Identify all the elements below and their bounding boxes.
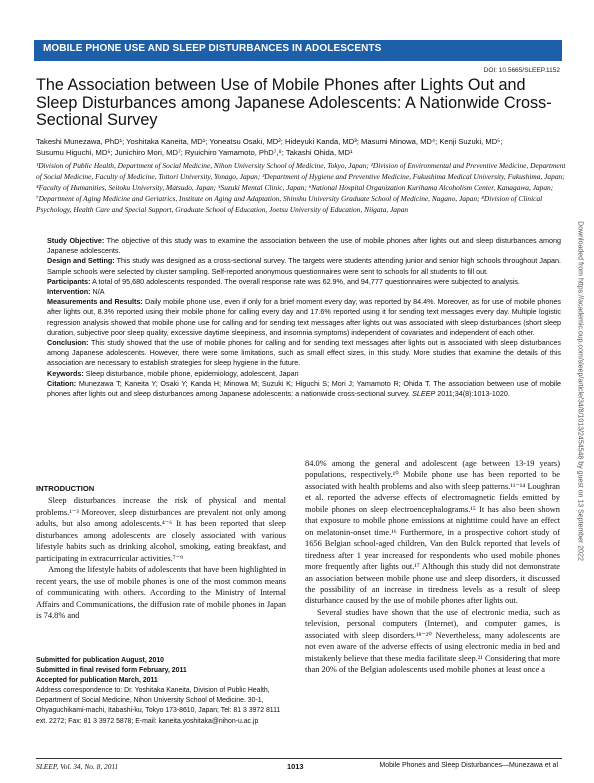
author-line-2: Susumu Higuchi, MD⁶; Junichiro Mori, MD⁷; Ryuichiro Yamamoto, PhD⁷,⁸; Takashi Ohida, MD¹ [36,148,353,158]
participants-text: A total of 95,680 adolescents responded. The overall response rate was 62.9%, and 94,777 questionnaires were subjected to analysis. [92,276,520,286]
results-text: Daily mobile phone use, even if only for a brief moment every day, was reported by 84.4%. Moreover, as for use of mobile phones after lights out, 8.3% reported using their mobile phone for calling every day and 17.6% reported using it for sending text messages every day. Multiple logistic regression analysis showed that mobile phone use for calling and for sending text messages after lights out was associated with sleep disturbances (short sleep duration, subjective poor sleep quality, excessive daytime sleepiness, and insomnia symptoms) independent of covariates and independent of each other. [47,297,562,337]
design-label: Design and Setting: [47,256,115,266]
abstract-citation [47,379,561,399]
journal-info: SLEEP, Vol. 34, No. 8, 2011 [36,762,119,771]
intro-paragraph-2: Among the lifestyle habits of adolescents that have been highlighted in recent years, the use of mobile phones is one of the most common means of communicating with others. According to the Ministry of Internal Affairs and Communications, the diffusion rate of mobile phones in Japan is 74.8% and [36,565,286,620]
section-banner-label: MOBILE PHONE USE AND SLEEP DISTURBANCES IN ADOLESCENTS [43,43,382,54]
conclusion-label: Conclusion: [47,338,89,348]
running-title: Mobile Phones and Sleep Disturbances—Munezawa et al [379,762,558,769]
right-paragraph-1: 84.0% among the general and adolescent (age between 13-19 years) populations, respectively.¹⁰ Mobile phone use has been reported to be associated with health problems and also with sleep patterns.¹¹⁻¹⁴ Loughran et al. reported the adverse effects of electromagnetic fields emitted by mobile phones on sleep electroencephalograms.¹⁵ It has also been shown that exposure to mobile phone emissions at nighttime could have an effect on melatonin-onset time.¹⁶ Furthermore, in a prospective cohort study of 1656 Belgian school-aged children, Van den Bulck reported that levels of tiredness after 1 year increased for respondents who used mobile phones more frequently after lights out.¹⁷ Although this study did not demonstrate an association between mobile phone use and sleep disorders, it discussed the possibility of an increase in tiredness levels as a result of sleep disturbance caused by the use of mobile phones after lights out. [305,459,560,606]
citation-text: Munezawa T; Kaneita Y; Osaki Y; Kanda H; Minowa M; Suzuki K; Higuchi S; Mori J; Yamamoto R; Ohida T. The association between use of mobile phones after lights out and sleep disturbances among Japanese adolescents: a nationwide cross-sectional survey. [47,378,562,399]
correspondence-address: Address correspondence to: Dr. Yoshitaka Kaneita, Division of Public Health, Department of Social Medicine, Nihon University School of Medicine. 30-1, Ohyaguchikami-machi, Itabashi-ku, Tokyo 173-8610, Japan; Tel: 81 3 3972 8111 ext. 2272; Fax: 81 3 3972 5878; E-mail: kaneita.yoshitaka@nihon-u.ac.jp [36,687,281,725]
intervention-label: Intervention: [47,287,91,297]
right-paragraph-2: Several studies have shown that the use of electronic media, such as television, personal computers (Internet), and computer games, is associated with sleep disorders.¹⁸⁻²⁰ Nevertheless, many adolescents are not even aware of the adverse effects of using electronic media in bed and mistakenly believe that these media facilitate sleep.²¹ Considering that more than 20% of the Belgian adolescents used mobile phones at least once a [305,607,560,675]
conclusion-text: This study showed that the use of mobile phones for calling and for sending text messages after lights out is associated with sleep disturbances among Japanese adolescents. However, there were some limitations, such as small effect sizes, in this study. More studies that examine the details of this association are necessary to establish strategies for sleep hygiene in the future. [47,338,561,368]
doi-label[interactable]: DOI: 10.5665/SLEEP.1152 [483,67,560,74]
submission-info [36,656,286,727]
abstract-design [47,256,561,276]
affiliations: ¹Division of Public Health, Department of Social Medicine, Nihon University School of Medicine, Tokyo, Japan; ²Division of Environmental and Preventive Medicine, Department of Social Medicine, Faculty of Medicine, Tottori University, Yonago, Japan; ³Department of Hygiene and Preventive Medicine, Fukushima Medical University, Fukushima, Japan; ⁴Faculty of Humanities, Seitoku University, Matsudo, Japan; ⁵Suzuki Mental Clinic, Japan; ⁶National Hospital Organization Kurihama Alcoholism Center, Kanagawa, Japan; ⁷Department of Aging Medicine and Geriatrics, Institute on Aging and Adaptation, Shinshu University Graduate School of Medicine, Nagano, Japan; ⁸Division of Clinical Psychology, Health Care and Special Support, Graduate School of Education, Joetsu University of Education, Niigata, Japan [36,161,566,214]
intervention-text: N/A [92,287,105,297]
left-column [36,483,286,621]
introduction-heading: INTRODUCTION [36,484,95,493]
author-list [36,136,566,159]
keywords-text: Sleep disturbance, mobile phone, epidemiology, adolescent, Japan [85,368,299,378]
page-number: 1013 [287,762,304,771]
revised-date: Submitted in final revised form February, 2011 [36,667,187,675]
submitted-date: Submitted for publication August, 2010 [36,657,164,664]
keywords-label: Keywords: [47,368,84,378]
design-text: This study was designed as a cross-sectional survey. The targets were students attending junior and senior high schools throughout Japan. Sample schools were selected by cluster sampling. Self-reported anonymous questionnaires were sent to schools for all students to fill out. [47,256,561,276]
citation-journal: SLEEP [412,389,436,399]
accepted-date: Accepted for publication March, 2011 [36,677,158,685]
abstract-conclusion [47,338,561,369]
abstract-intervention [47,287,561,297]
abstract-objective [47,236,561,256]
citation-label: Citation: [47,378,77,388]
abstract-results [47,297,561,338]
results-label: Measurements and Results: [47,297,143,307]
intro-paragraph-1: Sleep disturbances increase the risk of physical and mental problems.¹⁻³ Moreover, sleep disturbances are prevalent not only among adults, but also among adolescents.⁴⁻⁶ It has been reported that sleep disturbances among adolescents are closely associated with various lifestyle habits such as drinking alcohol, smoking, eating breakfast, and participating in extracurricular activities.⁷⁻⁹ [36,496,286,563]
abstract-participants [47,277,561,287]
footer-divider [36,758,562,759]
section-banner [34,40,562,61]
participants-label: Participants: [47,276,91,286]
citation-ref: 2011;34(8):1013-1020. [437,389,510,399]
download-note[interactable]: Downloaded from https://academic.oup.com/sleep/article/34/8/1013/2454548 by guest on 13 September 2022 [576,221,584,561]
article-title: The Association between Use of Mobile Phones after Lights Out and Sleep Disturbances among Japanese Adolescents: A Nationwide Cross-Sectional Survey [36,76,552,130]
objective-text: The objective of this study was to examine the association between the use of mobile phones after lights out and sleep disturbances among Japanese adolescents. [47,236,562,256]
abstract [47,236,561,399]
abstract-keywords [47,369,561,379]
objective-label: Study Objective: [47,236,105,245]
right-column [305,458,560,676]
author-line-1: Takeshi Munezawa, PhD¹; Yoshitaka Kaneita, MD¹; Yoneatsu Osaki, MD²; Hideyuki Kanda, MD³; Masumi Minowa, MD⁴; Kenji Suzuki, MD⁵; [36,137,503,146]
